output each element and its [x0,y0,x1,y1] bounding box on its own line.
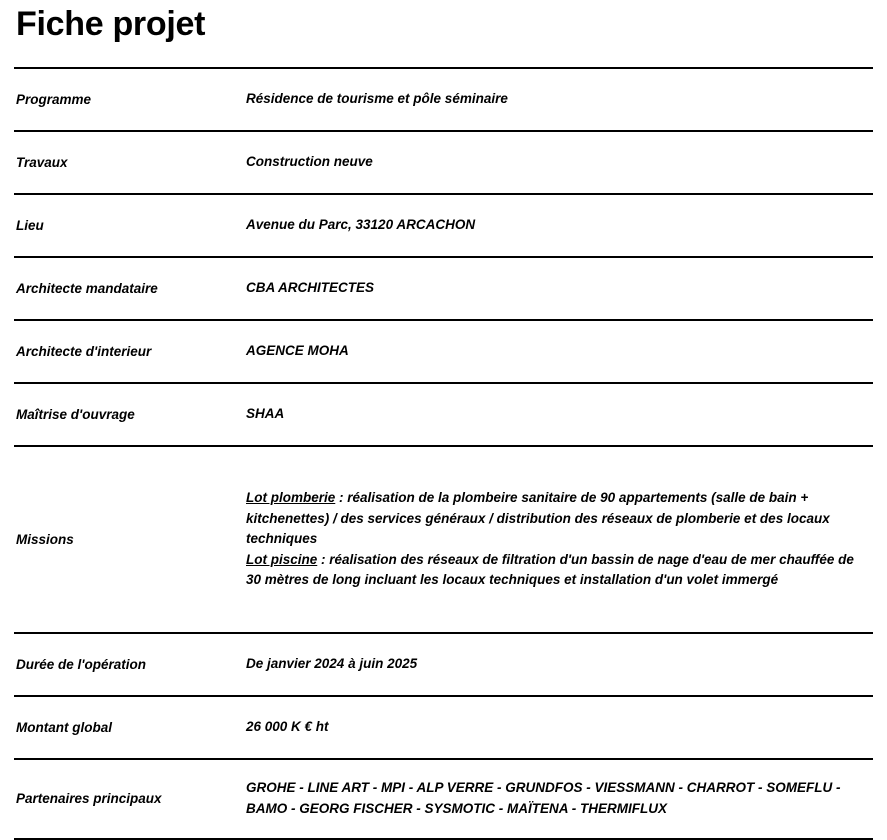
row-label: Architecte mandataire [16,280,158,296]
table-row [14,632,873,695]
row-label: Architecte d'interieur [16,343,152,359]
table-row [14,695,873,758]
row-label: Travaux [16,154,68,170]
mission-lot-piscine [246,550,869,591]
partenaires-content [246,778,869,820]
project-details-table [14,67,873,840]
row-value: SHAA [246,406,285,422]
row-label: Durée de l'opération [16,656,146,672]
mission-lot-plomberie [246,488,869,550]
page-title: Fiche projet [16,5,206,43]
row-label: Partenaires principaux [16,791,162,807]
row-value: AGENCE MOHA [246,343,349,359]
table-row-missions [14,445,873,632]
table-row [14,382,873,445]
missions-content [246,488,869,591]
table-row [14,193,873,256]
row-value: Avenue du Parc, 33120 ARCACHON [246,217,476,233]
row-label: Maîtrise d'ouvrage [16,406,135,422]
table-row [14,67,873,130]
row-value: Construction neuve [246,154,373,170]
row-value: De janvier 2024 à juin 2025 [246,656,418,672]
table-row [14,319,873,382]
project-sheet-page [0,4,887,840]
partenaires-line-1: GROHE - LINE ART - MPI - ALP VERRE - GRUNDFOS - VIESSMANN - CHARROT - SOMEFLU - [246,779,841,795]
row-label: Montant global [16,719,112,735]
row-label: Lieu [16,217,44,233]
row-value: Résidence de tourisme et pôle séminaire [246,91,508,107]
table-row-partenaires [14,758,873,840]
row-value: CBA ARCHITECTES [246,280,374,296]
row-value [246,760,873,838]
table-row [14,256,873,319]
table-row [14,130,873,193]
partenaires-line-2: BAMO - GEORG FISCHER - SYSMOTIC - MAÏTENA - THERMIFLUX [246,800,667,816]
lot-piscine-title: Lot piscine [246,551,318,567]
lot-plomberie-title: Lot plomberie [246,490,336,505]
row-label: Programme [16,91,92,107]
row-value: 26 000 K € ht [246,719,329,735]
row-label: Missions [16,531,74,547]
lot-plomberie-text: : réalisation de la plombeire sanitaire de 90 appartements (salle de bain + kitchenettes) / des services généraux / distribution des réseaux de plomberie et des locaux techniques [246,490,830,547]
lot-piscine-text: : réalisation des réseaux de filtration d'un bassin de nage d'eau de mer chauffée de 30 mètres de long incluant les locaux techniques et installation d'un volet immergé [246,551,854,588]
row-value [246,447,873,632]
